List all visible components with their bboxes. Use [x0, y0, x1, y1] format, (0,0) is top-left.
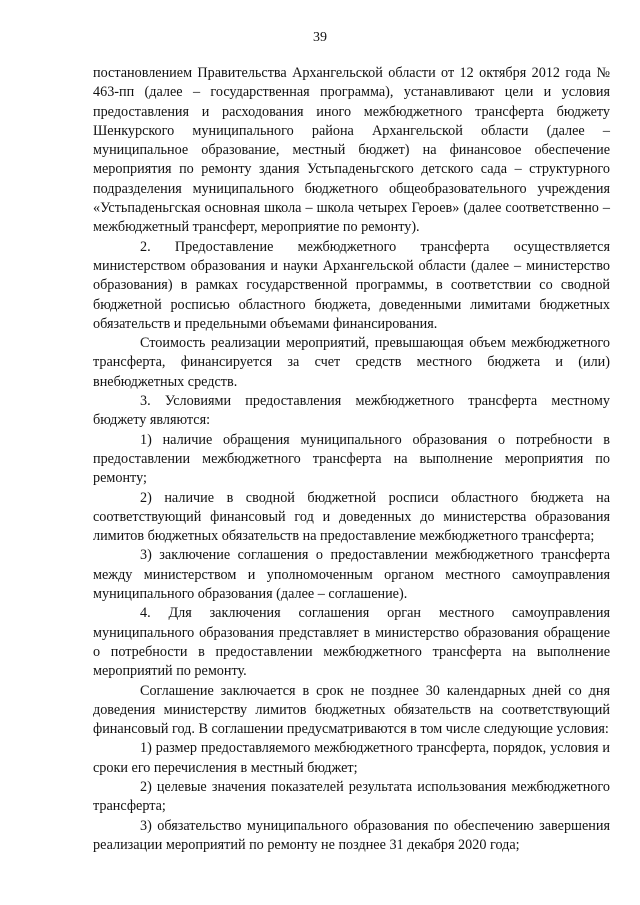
paragraph-8: 4. Для заключения соглашения орган местного самоуправления муниципального образования представляет в министерство образования обращение о потребности в предоставлении межбюджетного трансферта на выполнение мероприятий по ремонту. — [93, 605, 610, 680]
paragraph-5: 1) наличие обращения муниципального образования о потребности в предоставлении межбюджетного трансферта на выполнение мероприятия по ремонту; — [93, 431, 610, 487]
paragraph-12: 3) обязательство муниципального образования по обеспечению завершения реализации мероприятий по ремонту не позднее 31 декабря 2020 года; — [93, 817, 610, 853]
paragraph-2: 2. Предоставление межбюджетного трансферта осуществляется министерством образования и науки Архангельской области (далее – министерство образования) в рамках государственной программы, в соответствии со сводной бюджетной росписью областного бюджета, доведенными лимитами бюджетных обязательств и предельными объемами финансирования. — [93, 238, 610, 332]
paragraph-9: Соглашение заключается в срок не позднее 30 календарных дней со дня доведения министерству лимитов бюджетных обязательств на соответствующий финансовый год. В соглашении предусматриваются в том числе следующие условия: — [93, 682, 610, 738]
paragraph-10: 1) размер предоставляемого межбюджетного трансферта, порядок, условия и сроки его перечисления в местный бюджет; — [93, 740, 610, 776]
page-number: 39 — [313, 30, 327, 45]
paragraph-6: 2) наличие в сводной бюджетной росписи областного бюджета на соответствующий финансовый год и доведенных до министерства образования лимитов бюджетных обязательств на предоставление межбюджетного трансферта; — [93, 489, 610, 545]
document-body — [93, 64, 610, 855]
paragraph-11: 2) целевые значения показателей результата использования межбюджетного трансферта; — [93, 778, 610, 815]
paragraph-3: Стоимость реализации мероприятий, превышающая объем межбюджетного трансферта, финансируется за счет средств местного бюджета и (или) внебюджетных средств. — [93, 335, 610, 390]
paragraph-7: 3) заключение соглашения о предоставлении межбюджетного трансферта между министерством и уполномоченным органом местного самоуправления муниципального образования (далее – соглашение). — [93, 547, 610, 603]
paragraph-4: 3. Условиями предоставления межбюджетного трансферта местному бюджету являются: — [93, 393, 610, 429]
paragraph-1: постановлением Правительства Архангельской области от 12 октября 2012 года № 463-пп (далее – государственная программа), устанавливают цели и условия предоставления и расходования иного межбюджетного трансферта бюджету Шенкурского муниципального района Архангельской области (далее – муниципальное образование, местный бюджет) на финансовое обеспечение мероприятия по ремонту здания Устьпаденьгского детского сада – структурного подразделения муниципального бюджетного общеобразовательного учреждения «Устьпаденьгская основная школа – школа четырех Героев» (далее соответственно – межбюджетный трансферт, мероприятие по ремонту). — [93, 65, 610, 236]
